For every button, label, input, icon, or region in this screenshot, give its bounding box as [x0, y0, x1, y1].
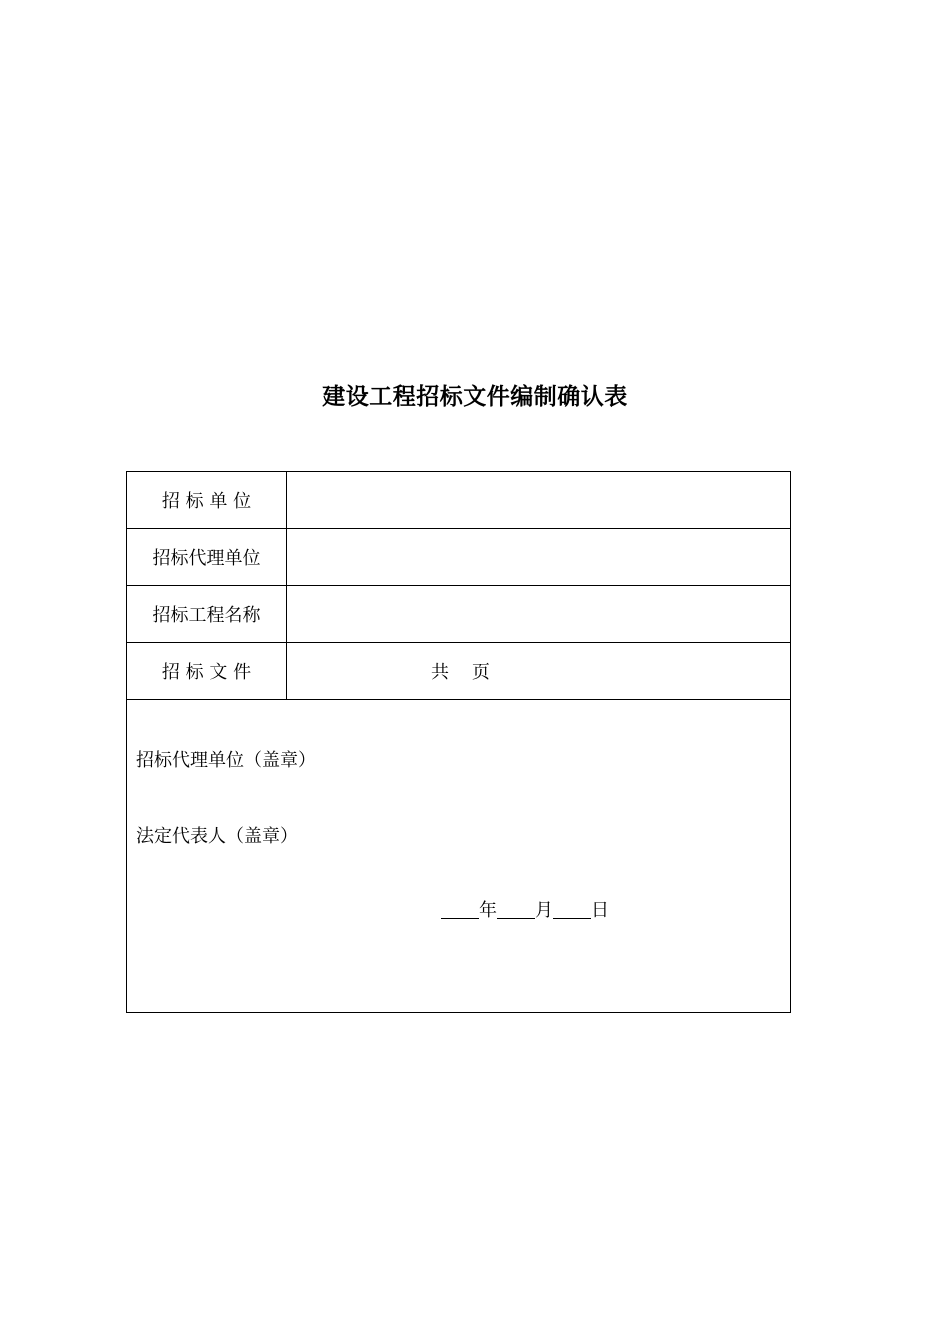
table-row [127, 529, 791, 586]
page-title: 建设工程招标文件编制确认表 [322, 383, 628, 410]
table-row [127, 472, 791, 529]
project-name-field[interactable] [287, 586, 791, 643]
year-label: 年 [479, 900, 497, 921]
tenderer-label: 招 标 单 位 [127, 472, 287, 529]
month-label: 月 [535, 900, 553, 921]
signature-row [127, 700, 791, 1013]
table-row [127, 586, 791, 643]
agency-field[interactable] [287, 529, 791, 586]
page-count-text: 共 页 [431, 662, 490, 683]
day-blank[interactable] [553, 900, 591, 919]
date-line [441, 896, 609, 922]
month-blank[interactable] [497, 900, 535, 919]
tender-document-field[interactable] [287, 643, 791, 700]
project-name-label: 招标工程名称 [127, 586, 287, 643]
tender-document-label: 招 标 文 件 [127, 643, 287, 700]
legal-rep-seal-label: 法定代表人（盖章） [136, 826, 298, 847]
confirmation-form-table [126, 471, 791, 1013]
tenderer-field[interactable] [287, 472, 791, 529]
year-blank[interactable] [441, 900, 479, 919]
agency-seal-label: 招标代理单位（盖章） [136, 750, 316, 771]
agency-label: 招标代理单位 [127, 529, 287, 586]
signature-cell [127, 700, 791, 1013]
table-row [127, 643, 791, 700]
day-label: 日 [591, 900, 609, 921]
